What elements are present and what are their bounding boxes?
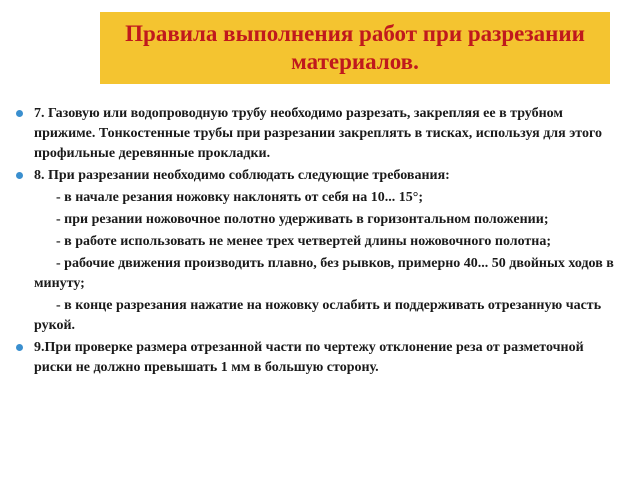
rule-text: 7. Газовую или водопроводную трубу необходимо разрезать, закрепляя ее в трубном прижиме. Тонкостенные трубы при разрезании закреплять в тисках, используя для этого профильные деревянные прокладки. <box>34 106 602 161</box>
requirement-2: - при резании ножовочное полотно удерживать в горизонтальном положении; <box>56 212 549 227</box>
requirement-3: - в работе использовать не менее трех четвертей длины ножовочного полотна; <box>56 234 552 249</box>
bullet-icon <box>16 344 23 351</box>
slide-title: Правила выполнения работ при разрезании материалов. <box>125 21 585 74</box>
requirement-1: - в начале резания ножовку наклонять от себя на 10... 15°; <box>56 190 424 205</box>
rule-item-7 <box>14 104 614 164</box>
bullet-icon <box>16 110 23 117</box>
requirement-5: - в конце разрезания нажатие на ножовку ослабить и поддерживать отрезанную часть рукой. <box>34 298 602 333</box>
title-banner <box>100 12 610 84</box>
rule-item-9 <box>14 338 614 378</box>
rule-item-8 <box>14 166 614 186</box>
slide-content <box>14 104 614 378</box>
rule-text: 9.При проверке размера отрезанной части по чертежу отклонение реза от разметочной риски не должно превышать 1 мм в большую сторону. <box>34 340 584 375</box>
rule-text: 8. При разрезании необходимо соблюдать следующие требования: <box>34 168 450 183</box>
requirement-4: - рабочие движения производить плавно, без рывков, примерно 40... 50 двойных ходов в минуту; <box>34 256 614 291</box>
bullet-icon <box>16 172 23 179</box>
